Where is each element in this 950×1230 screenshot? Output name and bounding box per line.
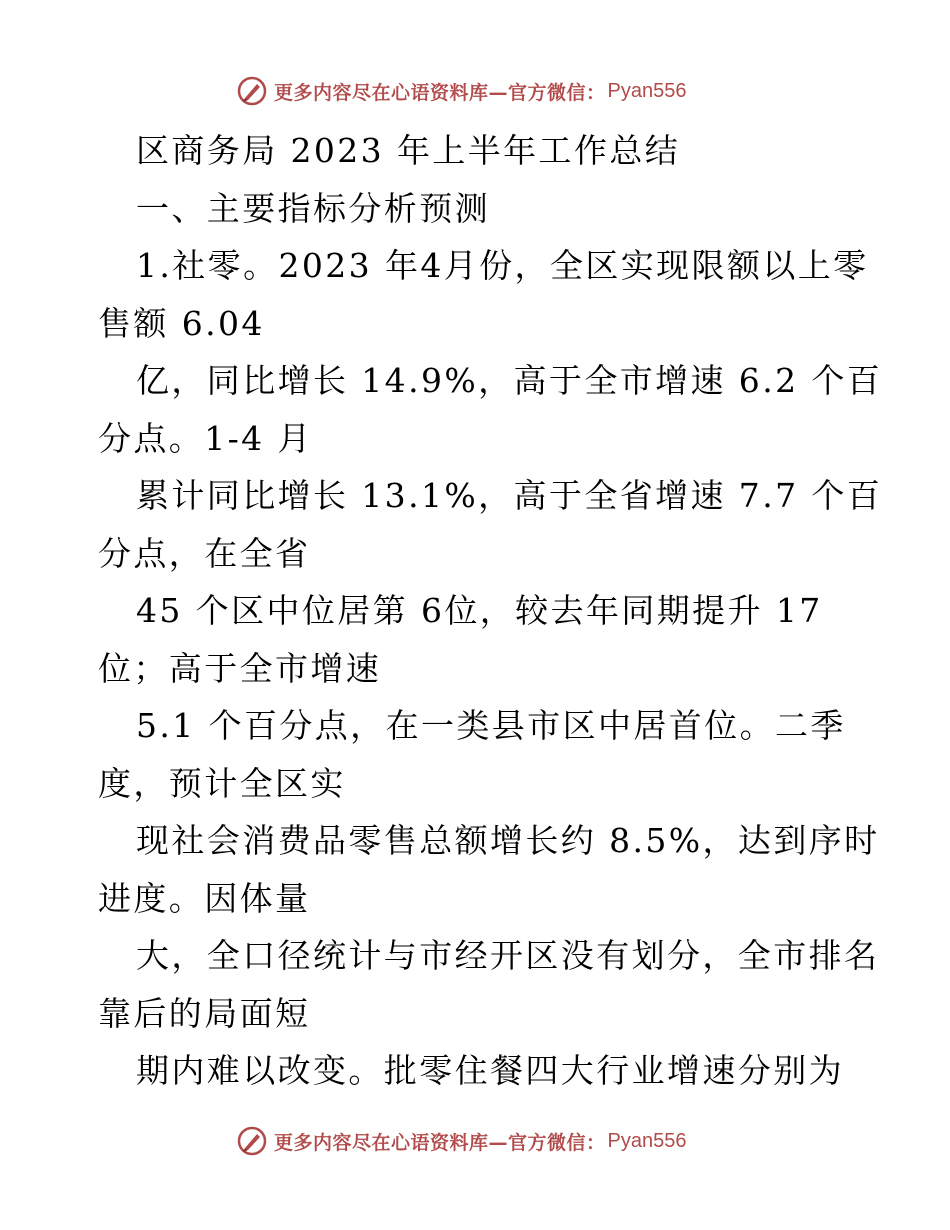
text-line: 现社会消费品零售总额增长约 8.5%，达到序时 bbox=[136, 821, 880, 860]
watermark-footer bbox=[236, 1124, 686, 1158]
watermark-wechat-id: Pyan556 bbox=[607, 79, 687, 102]
text-line: 累计同比增长 13.1%，高于全省增速 7.7 个百 bbox=[136, 476, 883, 515]
text-line: 靠后的局面短 bbox=[98, 993, 311, 1033]
text-line: 分点。1-4 月 bbox=[98, 418, 313, 458]
text-line: 1.社零。2023 年4月份，全区实现限额以上零 bbox=[136, 246, 869, 285]
text-line: 期内难以改变。批零住餐四大行业增速分别为 bbox=[136, 1051, 844, 1090]
watermark-text: 更多内容尽在心语资料库—官方微信： bbox=[274, 1131, 606, 1154]
document-title: 区商务局 2023 年上半年工作总结 bbox=[136, 131, 681, 170]
document-body bbox=[98, 122, 883, 1100]
text-line: 售额 6.04 bbox=[98, 303, 265, 343]
watermark-text: 更多内容尽在心语资料库—官方微信： bbox=[274, 81, 606, 104]
text-line: 5.1 个百分点，在一类县市区中居首位。二季 bbox=[136, 706, 846, 745]
text-line: 分点，在全省 bbox=[98, 533, 311, 573]
text-line: 进度。因体量 bbox=[98, 878, 311, 918]
watermark-header bbox=[236, 74, 686, 108]
text-line: 亿，同比增长 14.9%，高于全市增速 6.2 个百 bbox=[136, 361, 883, 400]
text-line: 大，全口径统计与市经开区没有划分，全市排名 bbox=[136, 936, 880, 975]
text-line: 位；高于全市增速 bbox=[98, 648, 382, 688]
text-line: 度，预计全区实 bbox=[98, 763, 346, 803]
watermark-wechat-id: Pyan556 bbox=[607, 1129, 687, 1152]
section-heading: 一、主要指标分析预测 bbox=[136, 188, 490, 228]
text-line: 45 个区中位居第 6位，较去年同期提升 17 bbox=[136, 591, 823, 630]
pen-logo-icon bbox=[236, 1125, 268, 1157]
pen-logo-icon bbox=[236, 75, 268, 107]
